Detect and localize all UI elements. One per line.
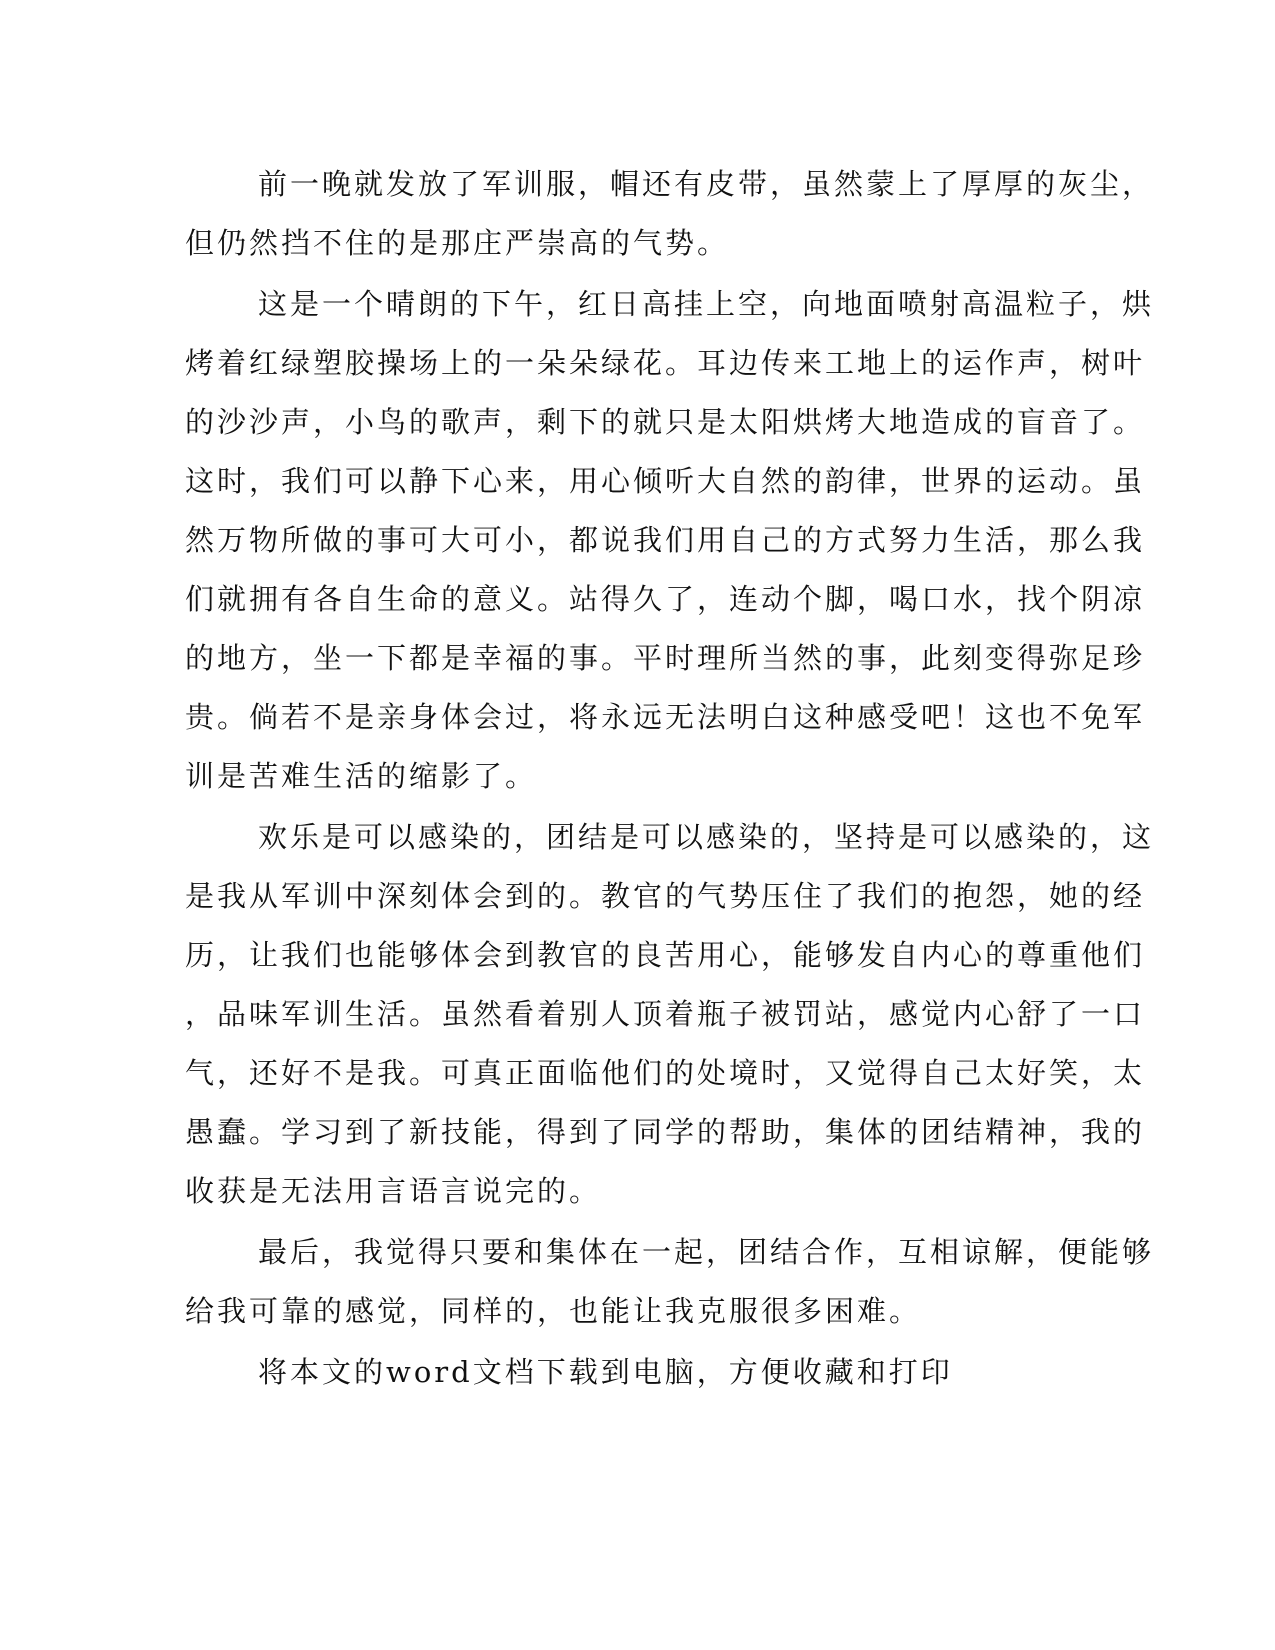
text-line: 收获是无法用言语言说完的。 bbox=[185, 1174, 602, 1208]
text-line: 欢乐是可以感染的，团结是可以感染的，坚持是可以感染的，这 bbox=[258, 820, 1155, 854]
text-line: 历，让我们也能够体会到教官的良苦用心，能够发自内心的尊重他们 bbox=[185, 938, 1146, 972]
paragraph-download-note bbox=[185, 1343, 1065, 1402]
text-line: 贵。倘若不是亲身体会过，将永远无法明白这种感受吧！这也不免军 bbox=[185, 700, 1146, 734]
text-line: 前一晚就发放了军训服，帽还有皮带，虽然蒙上了厚厚的灰尘， bbox=[258, 167, 1155, 201]
text-line: 训是苦难生活的缩影了。 bbox=[185, 759, 538, 793]
text-line: 的沙沙声，小鸟的歌声，剩下的就只是太阳烘烤大地造成的盲音了。 bbox=[185, 405, 1146, 439]
paragraph-4 bbox=[185, 1223, 1155, 1341]
text-line: 们就拥有各自生命的意义。站得久了，连动个脚，喝口水，找个阴凉 bbox=[185, 582, 1146, 616]
text-line: 的地方，坐一下都是幸福的事。平时理所当然的事，此刻变得弥足珍 bbox=[185, 641, 1146, 675]
text-line: 但仍然挡不住的是那庄严崇高的气势。 bbox=[185, 226, 730, 260]
text-line: 愚蠢。学习到了新技能，得到了同学的帮助，集体的团结精神，我的 bbox=[185, 1115, 1146, 1149]
text-line: 给我可靠的感觉，同样的，也能让我克服很多困难。 bbox=[185, 1294, 922, 1328]
text-line: 是我从军训中深刻体会到的。教官的气势压住了我们的抱怨，她的经 bbox=[185, 879, 1146, 913]
text-line: 这是一个晴朗的下午，红日高挂上空，向地面喷射高温粒子，烘 bbox=[258, 287, 1155, 321]
text-line: 气，还好不是我。可真正面临他们的处境时，又觉得自己太好笑，太 bbox=[185, 1056, 1146, 1090]
download-note-text: 将本文的word文档下载到电脑，方便收藏和打印 bbox=[258, 1355, 953, 1389]
paragraph-3 bbox=[185, 808, 1155, 1221]
text-line: 最后，我觉得只要和集体在一起，团结合作，互相谅解，便能够 bbox=[258, 1235, 1155, 1269]
text-line: 烤着红绿塑胶操场上的一朵朵绿花。耳边传来工地上的运作声，树叶 bbox=[185, 346, 1146, 380]
text-line: 这时，我们可以静下心来，用心倾听大自然的韵律，世界的运动。虽 bbox=[185, 464, 1146, 498]
text-line: 然万物所做的事可大可小，都说我们用自己的方式努力生活，那么我 bbox=[185, 523, 1146, 557]
paragraph-2 bbox=[185, 275, 1155, 806]
document-body bbox=[185, 155, 1155, 1404]
text-line: ，品味军训生活。虽然看着别人顶着瓶子被罚站，感觉内心舒了一口 bbox=[185, 997, 1146, 1031]
paragraph-1 bbox=[185, 155, 1155, 273]
